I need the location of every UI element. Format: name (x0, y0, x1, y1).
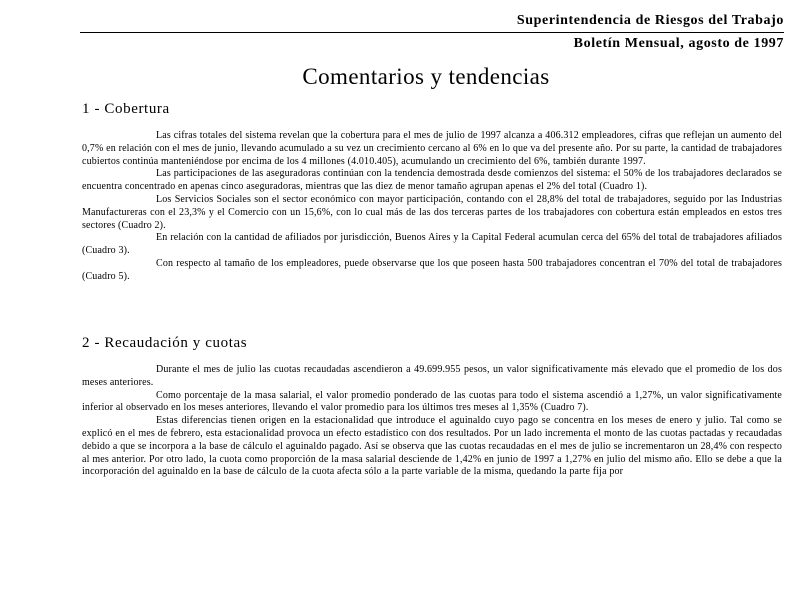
page-header (80, 12, 784, 53)
paragraph: Los Servicios Sociales son el sector económico con mayor participación, contando con el 28,8% del total de trabajadores, seguido por las Industrias Manufactureras con el 23,3% y el Comercio con un 15,6%, con lo cual más de las dos terceras partes de los trabajadores con cobertura están empleados en estos tres sectores (Cuadro 2). (82, 193, 782, 231)
paragraph: Durante el mes de julio las cuotas recaudadas ascendieron a 49.699.955 pesos, un valor significativamente más elevado que el promedio de los dos meses anteriores. (82, 364, 782, 388)
organization-name: Superintendencia de Riesgos del Trabajo (516, 13, 784, 28)
page-title: Comentarios y tendencias (302, 64, 550, 89)
paragraph: Estas diferencias tienen origen en la estacionalidad que introduce el aguinaldo cuyo pago se concentra en los meses de enero y julio. Tal como se explicó en el mes de febrero, esta estacionalidad provoca un efecto estadístico con dos resultados. Por un lado incrementa el monto de las cuotas pactadas y recaudadas debido a que se incorpora a la base de cálculo el aguinaldo pagado. Así se observa que las cuotas recaudadas en el mes de julio se incrementaron un 28,4% con respecto al mes anterior. Por otro lado, la cuota como proporción de la masa salarial desciende de 1,42% en junio de 1997 a 1,27% en julio del mismo año. Ello se debe a que la incorporación del aguinaldo en la base de cálculo de la cuota afecta sólo a la parte variable de la misma, quedando la parte fija por (82, 415, 782, 478)
paragraph: Las participaciones de las aseguradoras continúan con la tendencia demostrada desde comienzos del sistema: el 50% de los trabajadores declarados se encuentra concentrado en apenas cinco aseguradoras, mientras que las diez de menor tamaño agrupan apenas el 2% del total (Cuadro 1). (82, 168, 782, 193)
paragraph: Las cifras totales del sistema revelan que la cobertura para el mes de julio de 1997 alcanza a 406.312 empleadores, cifras que reflejan un aumento del 0,7% en relación con el mes de junio, llevando acumulado a su vez un crecimiento cercano al 6% en lo que va del presente año. Por su parte, la cantidad de trabajadores cubiertos continúa manteniéndose por encima de los 4 millones (4.010.405), acumulando un crecimiento del 6%, también durante 1997. (82, 130, 782, 167)
section-heading-recaudacion: 2 - Recaudación y cuotas (82, 335, 248, 351)
bulletin-date: Boletín Mensual, agosto de 1997 (573, 36, 784, 51)
paragraph: Con respecto al tamaño de los empleadores, puede observarse que los que poseen hasta 500 trabajadores concentran el 70% del total de trabajadores (Cuadro 5). (82, 257, 782, 282)
header-rule (80, 32, 784, 33)
section-body-recaudacion (82, 364, 782, 479)
paragraph: Como porcentaje de la masa salarial, el valor promedio ponderado de las cuotas para todo el sistema ascendió a 1,27%, un valor significativamente inferior al observado en los meses anteriores, llevando el valor promedio para los últimos tres meses al 1,35% (Cuadro 7). (82, 389, 782, 414)
section-body-cobertura (82, 130, 782, 284)
section-heading-cobertura: 1 - Cobertura (82, 101, 170, 117)
paragraph: En relación con la cantidad de afiliados por jurisdicción, Buenos Aires y la Capital Federal acumulan cerca del 65% del total de trabajadores afiliados (Cuadro 3). (82, 232, 782, 257)
